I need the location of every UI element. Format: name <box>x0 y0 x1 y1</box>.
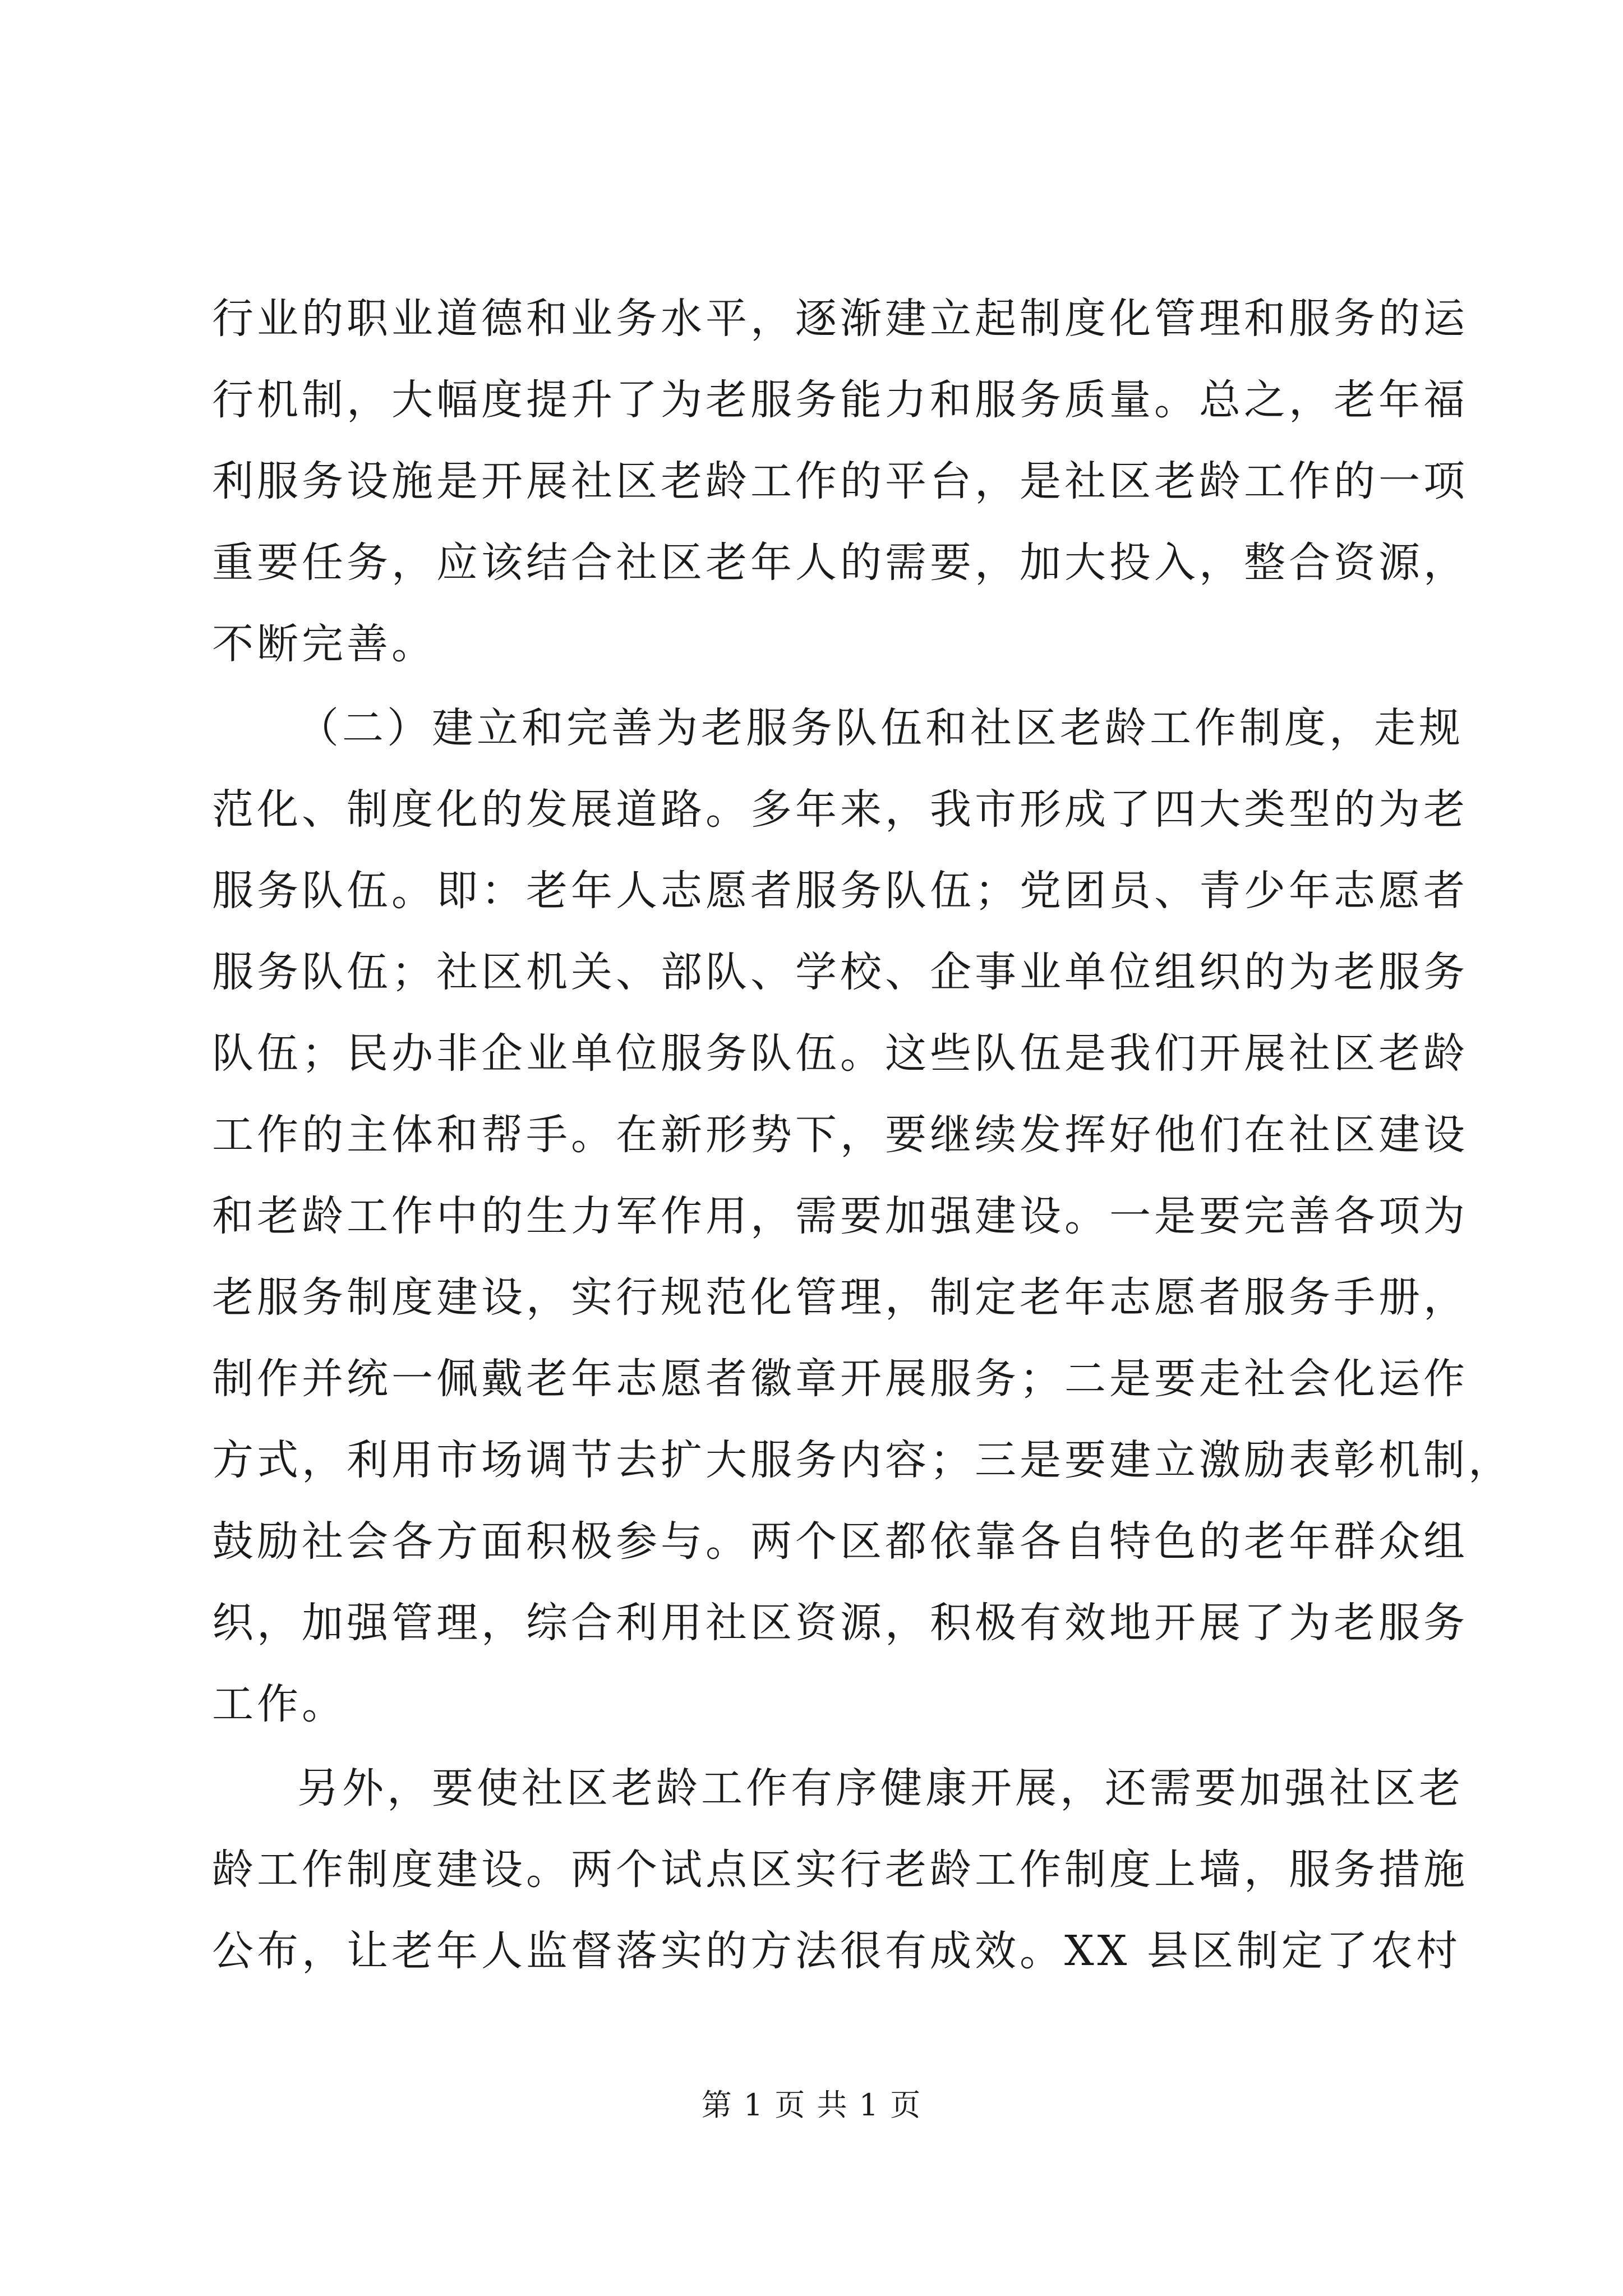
text-line: 工作。 <box>212 1680 347 1728</box>
text-line: 龄工作制度建设。两个试点区实行老龄工作制度上墙，服务措施 <box>212 1846 1468 1894</box>
text-line: 公布，让老年人监督落实的方法很有成效。XX 县区制定了农村 <box>212 1927 1461 1975</box>
text-line: 老服务制度建设，实行规范化管理，制定老年志愿者服务手册， <box>212 1273 1468 1322</box>
text-line: 服务队伍；社区机关、部队、学校、企事业单位组织的为老服务 <box>212 948 1468 996</box>
text-line: 鼓励社会各方面积极参与。两个区都依靠各自特色的老年群众组 <box>212 1517 1468 1566</box>
text-line: 服务队伍。即：老年人志愿者服务队伍；党团员、青少年志愿者 <box>212 867 1468 915</box>
text-line: 范化、制度化的发展道路。多年来，我市形成了四大类型的为老 <box>212 785 1468 834</box>
text-line: 制作并统一佩戴老年志愿者徽章开展服务；二是要走社会化运作 <box>212 1355 1468 1403</box>
text-line: 行业的职业道德和业务水平，逐渐建立起制度化管理和服务的运 <box>212 295 1468 343</box>
page-number-footer: 第 1 页 共 1 页 <box>701 2087 922 2123</box>
text-line: 队伍；民办非企业单位服务队伍。这些队伍是我们开展社区老龄 <box>212 1029 1468 1078</box>
text-line: 重要任务，应该结合社区老年人的需要，加大投入，整合资源， <box>212 539 1468 587</box>
text-line: 利服务设施是开展社区老龄工作的平台，是社区老龄工作的一项 <box>212 457 1468 505</box>
text-line: 和老龄工作中的生力军作用，需要加强建设。一是要完善各项为 <box>212 1192 1468 1240</box>
text-line: 方式，利用市场调节去扩大服务内容；三是要建立激励表彰机制， <box>212 1436 1513 1484</box>
text-line: 不断完善。 <box>212 620 436 668</box>
paragraph-start-line: 另外，要使社区老龄工作有序健康开展，还需要加强社区老 <box>297 1764 1464 1812</box>
text-line: 工作的主体和帮手。在新形势下，要继续发挥好他们在社区建设 <box>212 1111 1468 1159</box>
text-line: 织，加强管理，综合利用社区资源，积极有效地开展了为老服务 <box>212 1599 1468 1647</box>
section-heading-line: （二）建立和完善为老服务队伍和社区老龄工作制度，走规 <box>297 704 1464 752</box>
text-line: 行机制，大幅度提升了为老服务能力和服务质量。总之，老年福 <box>212 376 1468 424</box>
